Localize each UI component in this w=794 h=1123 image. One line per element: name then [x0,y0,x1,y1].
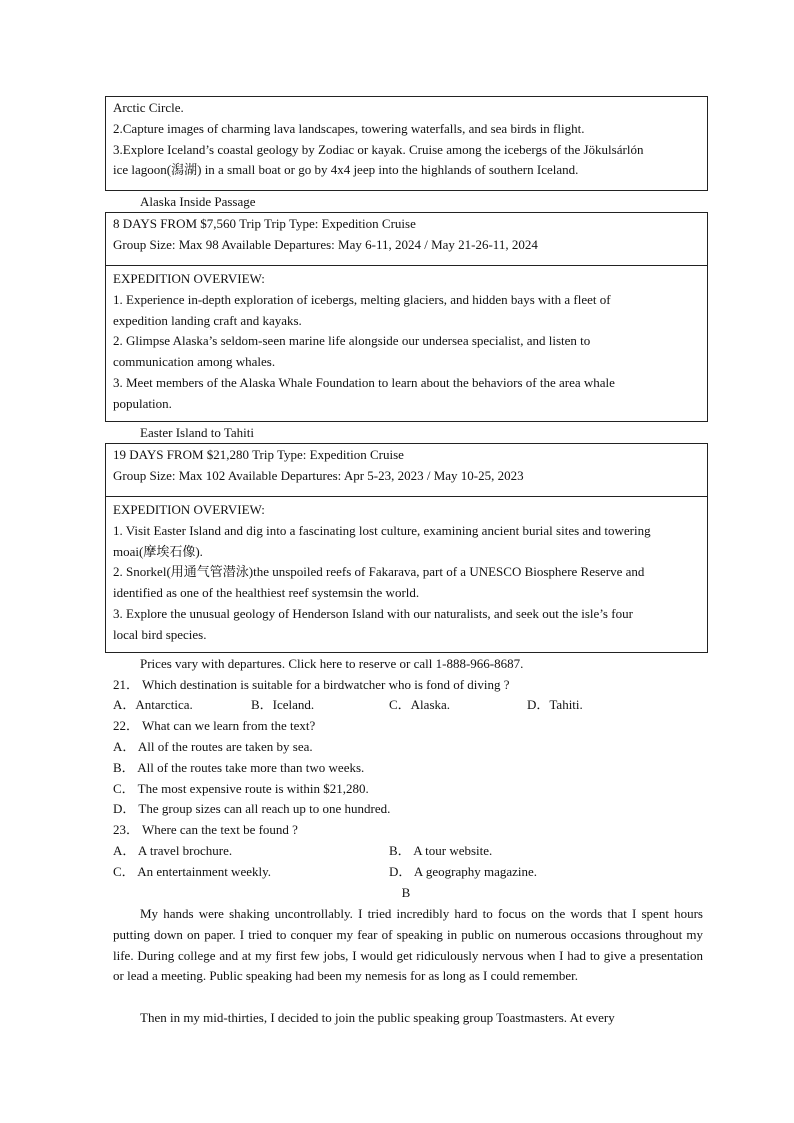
box-line: 3.Explore Iceland’s coastal geology by Zodiac or kayak. Cruise among the icebergs of the Jökulsárlón [113,141,644,157]
option-c: C．Alaska. [389,697,451,712]
overview-line: population. [113,395,172,411]
option-a: A．Antarctica. [113,697,193,712]
prices-note: Prices vary with departures. Click here to reserve or call 1-888-966-8687. [140,656,524,671]
trip-info-line: Group Size: Max 102 Available Departures: Apr 5-23, 2023 / May 10-25, 2023 [113,467,524,483]
overview-line: 2. Glimpse Alaska’s seldom-seen marine life alongside our undersea specialist, and listen to [113,333,591,349]
section-letter: B [401,885,411,900]
box-line: 2.Capture images of charming lava landscapes, towering waterfalls, and sea birds in flight. [113,120,585,136]
iceland-itinerary-box [105,96,708,191]
overview-line: 2. Snorkel(用通气管潜泳)the unspoiled reefs of Fakarava, part of a UNESCO Biosphere Reserve and [113,564,645,580]
overview-line: communication among whales. [113,354,276,370]
overview-line: local bird species. [113,626,207,642]
overview-line: expedition landing craft and kayaks. [113,312,302,328]
overview-heading: EXPEDITION OVERVIEW: [113,271,265,286]
option-b: B． A tour website. [389,843,493,858]
trip-info-line: Group Size: Max 98 Available Departures: May 6-11, 2024 / May 21-26-11, 2024 [113,236,538,252]
question-22-stem: 22． What can we learn from the text? [113,718,316,733]
overview-line: 1. Experience in-depth exploration of icebergs, melting glaciers, and hidden bays with a fleet of [113,291,611,307]
passage-paragraph: Then in my mid-thirties, I decided to join the public speaking group Toastmasters. At every [140,1010,615,1025]
question-23-options-row1 [113,841,673,862]
alaska-title: Alaska Inside Passage [140,194,256,209]
alaska-box [105,212,708,422]
question-21-stem: 21． Which destination is suitable for a birdwatcher who is fond of diving ? [113,677,510,692]
overview-line: identified as one of the healthiest reef systemsin the world. [113,585,420,601]
option-d: D．Tahiti. [527,697,583,712]
option-a: A． A travel brochure. [113,843,233,858]
option-a: A． All of the routes are taken by sea. [113,739,313,754]
question-23-stem: 23． Where can the text be found ? [113,822,298,837]
option-b: B．Iceland. [251,697,315,712]
overview-line: 3. Meet members of the Alaska Whale Foundation to learn about the behaviors of the area whale [113,374,615,390]
question-21-options [113,695,673,716]
trip-info-line: 8 DAYS FROM $7,560 Trip Trip Type: Expedition Cruise [113,216,416,231]
option-b: B． All of the routes take more than two weeks. [113,760,365,775]
overview-line: moai(摩埃石像). [113,543,203,559]
box-line: Arctic Circle. [113,100,184,115]
passage-paragraph: My hands were shaking uncontrollably. I tried incredibly hard to focus on the words that I spent hours putting down on paper. I tried to conquer my fear of speaking in public on numerous occasions throughout my life. During college and at my first few jobs, I would get ridiculously nervous when I had to give a presentation or lead a meeting. Public speaking had been my nemesis for as long as I could remember. [113,906,703,984]
overview-line: 3. Explore the unusual geology of Henderson Island with our naturalists, and seek out the isle’s four [113,605,633,621]
option-d: D． The group sizes can all reach up to one hundred. [113,801,391,816]
option-c: C． The most expensive route is within $21,280. [113,781,369,796]
option-c: C． An entertainment weekly. [113,864,272,879]
question-23-options-row2 [113,862,673,883]
overview-heading: EXPEDITION OVERVIEW: [113,502,265,517]
trip-info-line: 19 DAYS FROM $21,280 Trip Type: Expedition Cruise [113,447,404,462]
box-line: ice lagoon(潟湖) in a small boat or go by 4x4 jeep into the highlands of southern Iceland. [113,162,579,178]
overview-line: 1. Visit Easter Island and dig into a fascinating lost culture, examining ancient burial sites and towering [113,522,651,538]
easter-title: Easter Island to Tahiti [140,425,255,440]
easter-box [105,443,708,653]
option-d: D． A geography magazine. [389,864,538,879]
